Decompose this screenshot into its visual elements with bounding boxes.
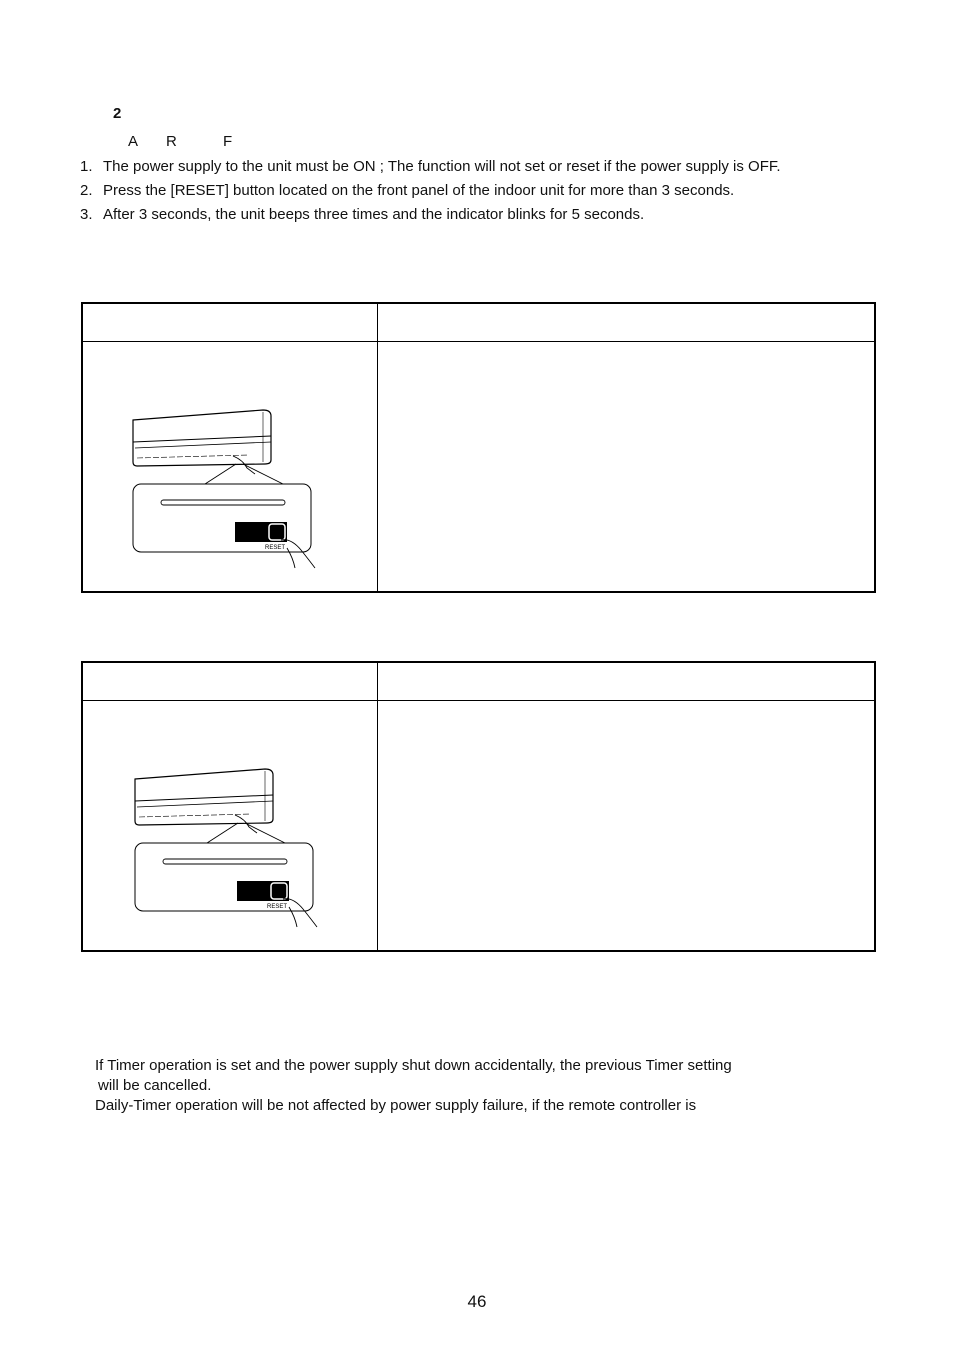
description-cell xyxy=(378,342,876,593)
indoor-unit-illustration xyxy=(83,701,377,950)
subheading-letter-a: A xyxy=(128,133,139,150)
step-text: After 3 seconds, the unit beeps three times and the indicator blinks for 5 seconds. xyxy=(103,206,645,223)
table-header-cell xyxy=(82,303,378,342)
step-item xyxy=(80,155,781,179)
note-line: Daily-Timer operation will be not affected by power supply failure, if the remote controller is xyxy=(95,1097,697,1114)
instruction-steps xyxy=(80,155,781,227)
subheading-letter-r: R xyxy=(166,133,177,150)
step-number: 1. xyxy=(80,158,93,175)
subheading-letter-f: F xyxy=(223,133,233,150)
illustration-cell xyxy=(82,342,378,593)
notes-block xyxy=(95,1056,732,1116)
indoor-unit-illustration xyxy=(83,342,377,591)
reset-button-diagram xyxy=(125,761,325,931)
step-item xyxy=(80,203,781,227)
note-line: If Timer operation is set and the power supply shut down accidentally, the previous Timer setting xyxy=(95,1057,732,1074)
table-header-cell xyxy=(82,662,378,701)
reset-button-diagram xyxy=(123,402,323,572)
step-number: 3. xyxy=(80,206,93,223)
step-number: 2. xyxy=(80,182,93,199)
illustration-cell xyxy=(82,701,378,952)
table-header-cell xyxy=(378,662,876,701)
reset-button-label: RESET xyxy=(267,904,288,910)
procedure-table-2 xyxy=(81,661,876,952)
procedure-table-1 xyxy=(81,302,876,593)
page-number: 46 xyxy=(467,1292,487,1311)
step-text: Press the [RESET] button located on the front panel of the indoor unit for more than 3 seconds. xyxy=(103,182,735,199)
step-text: The power supply to the unit must be ON ; The function will not set or reset if the power supply is OFF. xyxy=(103,158,781,175)
step-item xyxy=(80,179,781,203)
section-number: 2 xyxy=(113,105,122,122)
description-cell xyxy=(378,701,876,952)
reset-button-label: RESET xyxy=(265,545,286,551)
note-line: will be cancelled. xyxy=(98,1077,212,1094)
table-header-cell xyxy=(378,303,876,342)
